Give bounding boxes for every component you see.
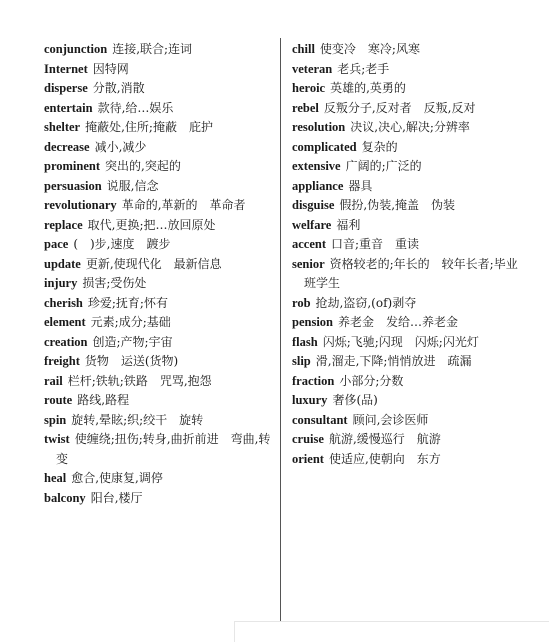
definition: 元素;成分;基础 bbox=[90, 315, 171, 329]
vocab-entry bbox=[292, 40, 522, 60]
vocab-entry bbox=[292, 255, 522, 294]
vocab-entry bbox=[44, 79, 272, 99]
headword: twist bbox=[44, 432, 70, 446]
definition: 革命的,革新的 革命者 bbox=[121, 198, 246, 212]
vocab-entry bbox=[44, 294, 272, 314]
definition: 老兵;老手 bbox=[337, 61, 390, 76]
vocab-entry bbox=[292, 294, 522, 314]
vocab-entry bbox=[292, 196, 522, 216]
definition: 分散,消散 bbox=[92, 81, 145, 95]
vocab-entry bbox=[44, 391, 272, 411]
definition: 减小,减少 bbox=[94, 139, 147, 154]
definition: 珍爱;抚育;怀有 bbox=[87, 295, 168, 310]
vocab-entry bbox=[292, 313, 522, 333]
headword: cruise bbox=[292, 432, 324, 446]
definition: 栏杆;铁轨;铁路 咒骂,抱怨 bbox=[67, 373, 212, 388]
definition: 小部分;分数 bbox=[339, 373, 404, 388]
headword: luxury bbox=[292, 393, 328, 407]
headword: freight bbox=[44, 354, 80, 368]
definition: 说服,信念 bbox=[106, 178, 159, 193]
vocab-entry bbox=[292, 372, 522, 392]
definition: 器具 bbox=[348, 178, 373, 193]
vocab-entry bbox=[44, 255, 272, 275]
headword: creation bbox=[44, 334, 88, 349]
headword: veteran bbox=[292, 61, 333, 76]
vocab-entry bbox=[44, 274, 272, 294]
definition: 阳台,楼厅 bbox=[90, 490, 143, 505]
vocab-entry bbox=[44, 99, 272, 119]
headword: entertain bbox=[44, 100, 93, 115]
headword: disperse bbox=[44, 81, 88, 95]
definition: 因特网 bbox=[92, 61, 129, 76]
headword: prominent bbox=[44, 159, 101, 173]
bottom-overlay bbox=[234, 621, 549, 642]
vocab-entry bbox=[44, 469, 272, 489]
vocab-entry bbox=[44, 313, 272, 333]
vocab-entry bbox=[292, 391, 522, 411]
definition: 款待,给…娱乐 bbox=[97, 100, 174, 115]
definition: 口音;重音 重读 bbox=[331, 237, 420, 251]
vocab-entry bbox=[44, 157, 272, 177]
vocab-entry bbox=[44, 138, 272, 158]
headword: extensive bbox=[292, 159, 341, 173]
headword: flash bbox=[292, 334, 318, 349]
headword: fraction bbox=[292, 373, 335, 388]
vocab-entry bbox=[292, 60, 522, 80]
vocab-entry bbox=[44, 430, 272, 469]
definition: 使适应,使朝向 东方 bbox=[328, 451, 441, 466]
headword: replace bbox=[44, 217, 83, 232]
definition: 掩蔽处,住所;掩蔽 庇护 bbox=[85, 120, 213, 134]
headword: accent bbox=[292, 237, 327, 251]
vocab-entry bbox=[44, 118, 272, 138]
definition: 福利 bbox=[336, 217, 361, 232]
definition: 奢侈(品) bbox=[332, 393, 378, 407]
headword: conjunction bbox=[44, 42, 108, 56]
vocab-entry bbox=[292, 157, 522, 177]
definition: 路线,路程 bbox=[77, 393, 130, 407]
definition: 抢劫,盗窃,(of)剥夺 bbox=[315, 295, 417, 310]
headword: pace bbox=[44, 237, 69, 251]
headword: resolution bbox=[292, 120, 346, 134]
vocab-entry bbox=[44, 372, 272, 392]
headword: rail bbox=[44, 373, 63, 388]
definition: 养老金 发给…养老金 bbox=[338, 315, 459, 329]
headword: shelter bbox=[44, 120, 81, 134]
definition: 创造;产物;宇宙 bbox=[92, 334, 173, 349]
left-column bbox=[44, 40, 272, 508]
vocab-entry bbox=[292, 79, 522, 99]
headword: balcony bbox=[44, 490, 86, 505]
definition: 顾问,会诊医师 bbox=[352, 412, 429, 427]
headword: chill bbox=[292, 42, 315, 56]
definition: 英雄的,英勇的 bbox=[330, 81, 406, 95]
headword: persuasion bbox=[44, 178, 102, 193]
overlay-edge bbox=[234, 622, 235, 642]
headword: slip bbox=[292, 354, 311, 368]
right-column bbox=[292, 40, 522, 469]
definition: 滑,溜走,下降;悄悄放进 疏漏 bbox=[315, 354, 472, 368]
definition: 突出的,突起的 bbox=[105, 159, 181, 173]
headword: consultant bbox=[292, 412, 348, 427]
headword: route bbox=[44, 393, 73, 407]
vocab-entry bbox=[44, 60, 272, 80]
vocab-entry bbox=[44, 235, 272, 255]
vocab-entry bbox=[44, 411, 272, 431]
definition: 反叛分子,反对者 反叛,反对 bbox=[323, 100, 476, 115]
vocab-entry bbox=[292, 177, 522, 197]
vocab-entry bbox=[292, 352, 522, 372]
vocab-entry bbox=[292, 450, 522, 470]
vocab-entry bbox=[292, 118, 522, 138]
headword: appliance bbox=[292, 178, 344, 193]
headword: cherish bbox=[44, 295, 83, 310]
definition: 假扮,伪装,掩盖 伪装 bbox=[339, 198, 456, 212]
headword: orient bbox=[292, 451, 324, 466]
definition: 决议,决心,解决;分辨率 bbox=[350, 120, 470, 134]
headword: rob bbox=[292, 295, 311, 310]
definition: 使变冷 寒冷;风寒 bbox=[319, 42, 420, 56]
definition: 愈合,使康复,调停 bbox=[71, 471, 163, 485]
definition: 使缠绕;扭伤;转身,曲折前进 弯曲,转变 bbox=[56, 432, 271, 466]
vocab-entry bbox=[44, 489, 272, 509]
headword: pension bbox=[292, 315, 333, 329]
vocab-entry bbox=[44, 196, 272, 216]
headword: complicated bbox=[292, 139, 357, 154]
definition: 闪烁;飞驰;闪现 闪烁;闪光灯 bbox=[322, 334, 479, 349]
headword: injury bbox=[44, 276, 78, 290]
vocab-entry bbox=[44, 333, 272, 353]
column-divider bbox=[280, 38, 281, 642]
definition: 复杂的 bbox=[361, 139, 398, 154]
headword: senior bbox=[292, 256, 325, 271]
vocab-entry bbox=[44, 40, 272, 60]
headword: heroic bbox=[292, 81, 326, 95]
headword: decrease bbox=[44, 139, 90, 154]
definition: 货物 运送(货物) bbox=[84, 354, 179, 368]
definition: 损害;受伤处 bbox=[82, 276, 147, 290]
vocab-entry bbox=[44, 216, 272, 236]
definition: 航游,缓慢巡行 航游 bbox=[328, 432, 441, 446]
definition: 资格较老的;年长的 较年长者;毕业班学生 bbox=[304, 256, 518, 290]
vocab-entry bbox=[44, 352, 272, 372]
vocab-entry bbox=[292, 333, 522, 353]
vocab-entry bbox=[292, 235, 522, 255]
definition: 旋转,晕眩;织;绞干 旋转 bbox=[71, 412, 204, 427]
headword: update bbox=[44, 256, 81, 271]
headword: revolutionary bbox=[44, 198, 117, 212]
headword: heal bbox=[44, 471, 67, 485]
vocab-entry bbox=[292, 138, 522, 158]
headword: disguise bbox=[292, 198, 335, 212]
definition: ( )步,速度 踱步 bbox=[73, 237, 171, 251]
vocab-entry bbox=[292, 216, 522, 236]
headword: Internet bbox=[44, 61, 88, 76]
vocab-entry bbox=[292, 411, 522, 431]
headword: element bbox=[44, 315, 86, 329]
vocab-entry bbox=[292, 99, 522, 119]
definition: 更新,使现代化 最新信息 bbox=[85, 256, 222, 271]
definition: 取代,更换;把…放回原处 bbox=[87, 217, 216, 232]
definition: 广阔的;广泛的 bbox=[345, 159, 422, 173]
vocab-entry bbox=[292, 430, 522, 450]
headword: rebel bbox=[292, 100, 319, 115]
headword: welfare bbox=[292, 217, 332, 232]
headword: spin bbox=[44, 412, 67, 427]
definition: 连接,联合;连词 bbox=[112, 42, 193, 56]
vocab-entry bbox=[44, 177, 272, 197]
